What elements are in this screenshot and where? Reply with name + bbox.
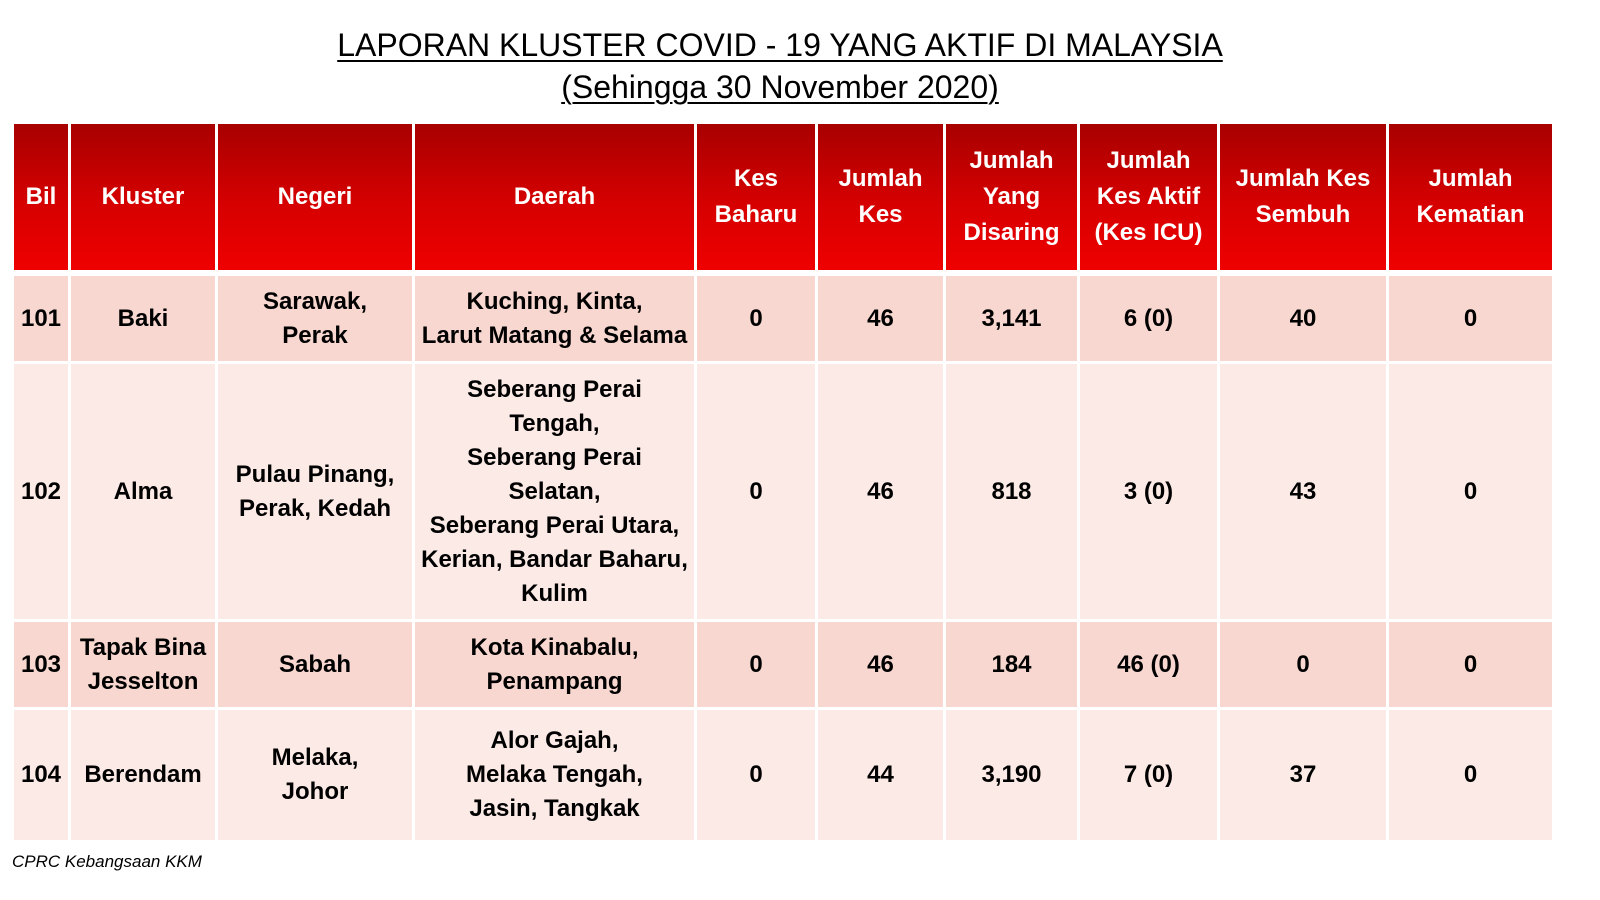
cell-kes-baharu: 0: [697, 276, 818, 364]
table-row: [14, 364, 1552, 622]
title-line-2: (Sehingga 30 November 2020): [561, 69, 999, 105]
cell-kematian: 0: [1389, 276, 1552, 364]
cell-kes-sembuh: 43: [1220, 364, 1389, 622]
cell-bil: 101: [14, 276, 71, 364]
cell-kluster: Tapak Bina Jesselton: [71, 622, 218, 710]
cell-jumlah-disaring: 3,190: [946, 710, 1080, 840]
cell-bil: 103: [14, 622, 71, 710]
cell-negeri: Sabah: [218, 622, 415, 710]
cell-jumlah-kes: 46: [818, 622, 946, 710]
cell-kluster: Alma: [71, 364, 218, 622]
cell-kes-baharu: 0: [697, 364, 818, 622]
cell-daerah: Kota Kinabalu, Penampang: [415, 622, 697, 710]
header-bil: Bil: [14, 124, 71, 276]
cell-kes-sembuh: 40: [1220, 276, 1389, 364]
header-kluster: Kluster: [71, 124, 218, 276]
cell-kes-baharu: 0: [697, 710, 818, 840]
header-jumlah-disaring: Jumlah Yang Disaring: [946, 124, 1080, 276]
cell-kematian: 0: [1389, 364, 1552, 622]
cell-kes-aktif: 6 (0): [1080, 276, 1220, 364]
cell-jumlah-kes: 46: [818, 364, 946, 622]
cell-negeri: Melaka, Johor: [218, 710, 415, 840]
cell-bil: 102: [14, 364, 71, 622]
cell-kes-aktif: 7 (0): [1080, 710, 1220, 840]
cell-kes-aktif: 3 (0): [1080, 364, 1220, 622]
header-negeri: Negeri: [218, 124, 415, 276]
cell-bil: 104: [14, 710, 71, 840]
cell-jumlah-kes: 46: [818, 276, 946, 364]
header-kes-aktif: Jumlah Kes Aktif (Kes ICU): [1080, 124, 1220, 276]
cell-jumlah-disaring: 3,141: [946, 276, 1080, 364]
report-title: [0, 24, 1560, 108]
header-jumlah-kes: Jumlah Kes: [818, 124, 946, 276]
table-row: [14, 276, 1552, 364]
header-kes-sembuh: Jumlah Kes Sembuh: [1220, 124, 1389, 276]
cell-daerah: Kuching, Kinta, Larut Matang & Selama: [415, 276, 697, 364]
header-daerah: Daerah: [415, 124, 697, 276]
cell-negeri: Sarawak, Perak: [218, 276, 415, 364]
cell-kluster: Berendam: [71, 710, 218, 840]
cell-jumlah-kes: 44: [818, 710, 946, 840]
cluster-table: [14, 124, 1552, 840]
table-row: [14, 622, 1552, 710]
table-row: [14, 710, 1552, 840]
cell-kes-sembuh: 0: [1220, 622, 1389, 710]
title-line-1: LAPORAN KLUSTER COVID - 19 YANG AKTIF DI MALAYSIA: [337, 27, 1223, 63]
cell-kematian: 0: [1389, 622, 1552, 710]
header-kes-baharu: Kes Baharu: [697, 124, 818, 276]
cell-kluster: Baki: [71, 276, 218, 364]
source-note: CPRC Kebangsaan KKM: [12, 852, 202, 871]
header-kematian: Jumlah Kematian: [1389, 124, 1552, 276]
cell-kes-baharu: 0: [697, 622, 818, 710]
cell-jumlah-disaring: 184: [946, 622, 1080, 710]
cell-daerah: Seberang Perai Tengah, Seberang Perai Selatan, Seberang Perai Utara, Kerian, Bandar Baharu, Kulim: [415, 364, 697, 622]
cell-jumlah-disaring: 818: [946, 364, 1080, 622]
cell-daerah: Alor Gajah, Melaka Tengah, Jasin, Tangkak: [415, 710, 697, 840]
cell-kematian: 0: [1389, 710, 1552, 840]
cell-kes-sembuh: 37: [1220, 710, 1389, 840]
table-header-row: [14, 124, 1552, 276]
cell-kes-aktif: 46 (0): [1080, 622, 1220, 710]
cell-negeri: Pulau Pinang, Perak, Kedah: [218, 364, 415, 622]
